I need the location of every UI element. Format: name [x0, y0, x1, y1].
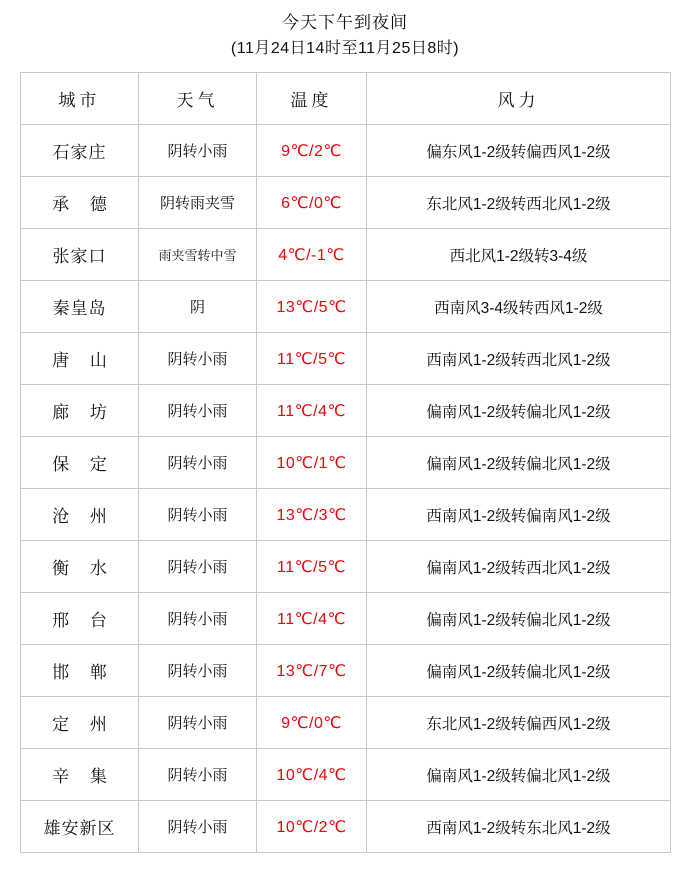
cell-weather: 阴转小雨: [139, 645, 257, 697]
table-row: [21, 125, 671, 177]
cell-city: 雄安新区: [21, 801, 139, 853]
cell-weather: 阴: [139, 281, 257, 333]
title-block: [20, 6, 670, 62]
table-row: [21, 281, 671, 333]
table-body: [21, 125, 671, 853]
cell-city: 邢 台: [21, 593, 139, 645]
cell-weather: 阴转小雨: [139, 437, 257, 489]
cell-wind: 西南风3-4级转西风1-2级: [367, 281, 671, 333]
cell-temperature: 11℃/4℃: [257, 385, 367, 437]
table-row: [21, 697, 671, 749]
page-title: 今天下午到夜间: [282, 13, 408, 32]
cell-weather: 阴转小雨: [139, 333, 257, 385]
cell-wind: 偏南风1-2级转西北风1-2级: [367, 541, 671, 593]
cell-wind: 西北风1-2级转3-4级: [367, 229, 671, 281]
cell-wind: 偏东风1-2级转偏西风1-2级: [367, 125, 671, 177]
table-row: [21, 333, 671, 385]
column-header-wind: 风力: [367, 73, 671, 125]
cell-city: 定 州: [21, 697, 139, 749]
table-row: [21, 541, 671, 593]
cell-city: 沧 州: [21, 489, 139, 541]
table-row: [21, 385, 671, 437]
cell-wind: 偏南风1-2级转偏北风1-2级: [367, 645, 671, 697]
cell-weather: 阴转小雨: [139, 125, 257, 177]
table-row: [21, 645, 671, 697]
table-row: [21, 593, 671, 645]
cell-weather: 阴转小雨: [139, 489, 257, 541]
cell-weather: 阴转小雨: [139, 385, 257, 437]
cell-city: 衡 水: [21, 541, 139, 593]
cell-wind: 偏南风1-2级转偏北风1-2级: [367, 437, 671, 489]
table-header: [21, 73, 671, 125]
column-header-weather: 天气: [139, 73, 257, 125]
weather-table: [20, 72, 671, 853]
cell-weather: 雨夹雪转中雪: [139, 229, 257, 281]
cell-temperature: 9℃/0℃: [257, 697, 367, 749]
cell-weather: 阴转小雨: [139, 801, 257, 853]
cell-city: 邯 郸: [21, 645, 139, 697]
table-row: [21, 801, 671, 853]
table-row: [21, 177, 671, 229]
table-header-row: [21, 73, 671, 125]
cell-temperature: 13℃/7℃: [257, 645, 367, 697]
cell-temperature: 13℃/3℃: [257, 489, 367, 541]
cell-city: 石家庄: [21, 125, 139, 177]
cell-city: 辛 集: [21, 749, 139, 801]
cell-temperature: 6℃/0℃: [257, 177, 367, 229]
cell-weather: 阴转小雨: [139, 593, 257, 645]
cell-temperature: 9℃/2℃: [257, 125, 367, 177]
cell-temperature: 11℃/5℃: [257, 333, 367, 385]
cell-wind: 偏南风1-2级转偏北风1-2级: [367, 593, 671, 645]
cell-wind: 西南风1-2级转东北风1-2级: [367, 801, 671, 853]
cell-temperature: 10℃/4℃: [257, 749, 367, 801]
cell-wind: 西南风1-2级转西北风1-2级: [367, 333, 671, 385]
cell-temperature: 10℃/1℃: [257, 437, 367, 489]
cell-temperature: 11℃/4℃: [257, 593, 367, 645]
cell-wind: 东北风1-2级转西北风1-2级: [367, 177, 671, 229]
cell-temperature: 11℃/5℃: [257, 541, 367, 593]
cell-temperature: 4℃/-1℃: [257, 229, 367, 281]
cell-city: 张家口: [21, 229, 139, 281]
cell-weather: 阴转小雨: [139, 697, 257, 749]
cell-weather: 阴转小雨: [139, 749, 257, 801]
column-header-city: 城市: [21, 73, 139, 125]
cell-weather: 阴转雨夹雪: [139, 177, 257, 229]
cell-wind: 偏南风1-2级转偏北风1-2级: [367, 385, 671, 437]
column-header-temperature: 温度: [257, 73, 367, 125]
cell-weather: 阴转小雨: [139, 541, 257, 593]
cell-wind: 东北风1-2级转偏西风1-2级: [367, 697, 671, 749]
table-row: [21, 229, 671, 281]
cell-city: 唐 山: [21, 333, 139, 385]
cell-temperature: 13℃/5℃: [257, 281, 367, 333]
table-row: [21, 489, 671, 541]
cell-city: 廊 坊: [21, 385, 139, 437]
cell-city: 保 定: [21, 437, 139, 489]
cell-city: 秦皇岛: [21, 281, 139, 333]
cell-wind: 偏南风1-2级转偏北风1-2级: [367, 749, 671, 801]
cell-wind: 西南风1-2级转偏南风1-2级: [367, 489, 671, 541]
cell-city: 承 德: [21, 177, 139, 229]
page-subtitle: (11月24日14时至11月25日8时): [230, 40, 460, 57]
table-row: [21, 749, 671, 801]
table-row: [21, 437, 671, 489]
cell-temperature: 10℃/2℃: [257, 801, 367, 853]
